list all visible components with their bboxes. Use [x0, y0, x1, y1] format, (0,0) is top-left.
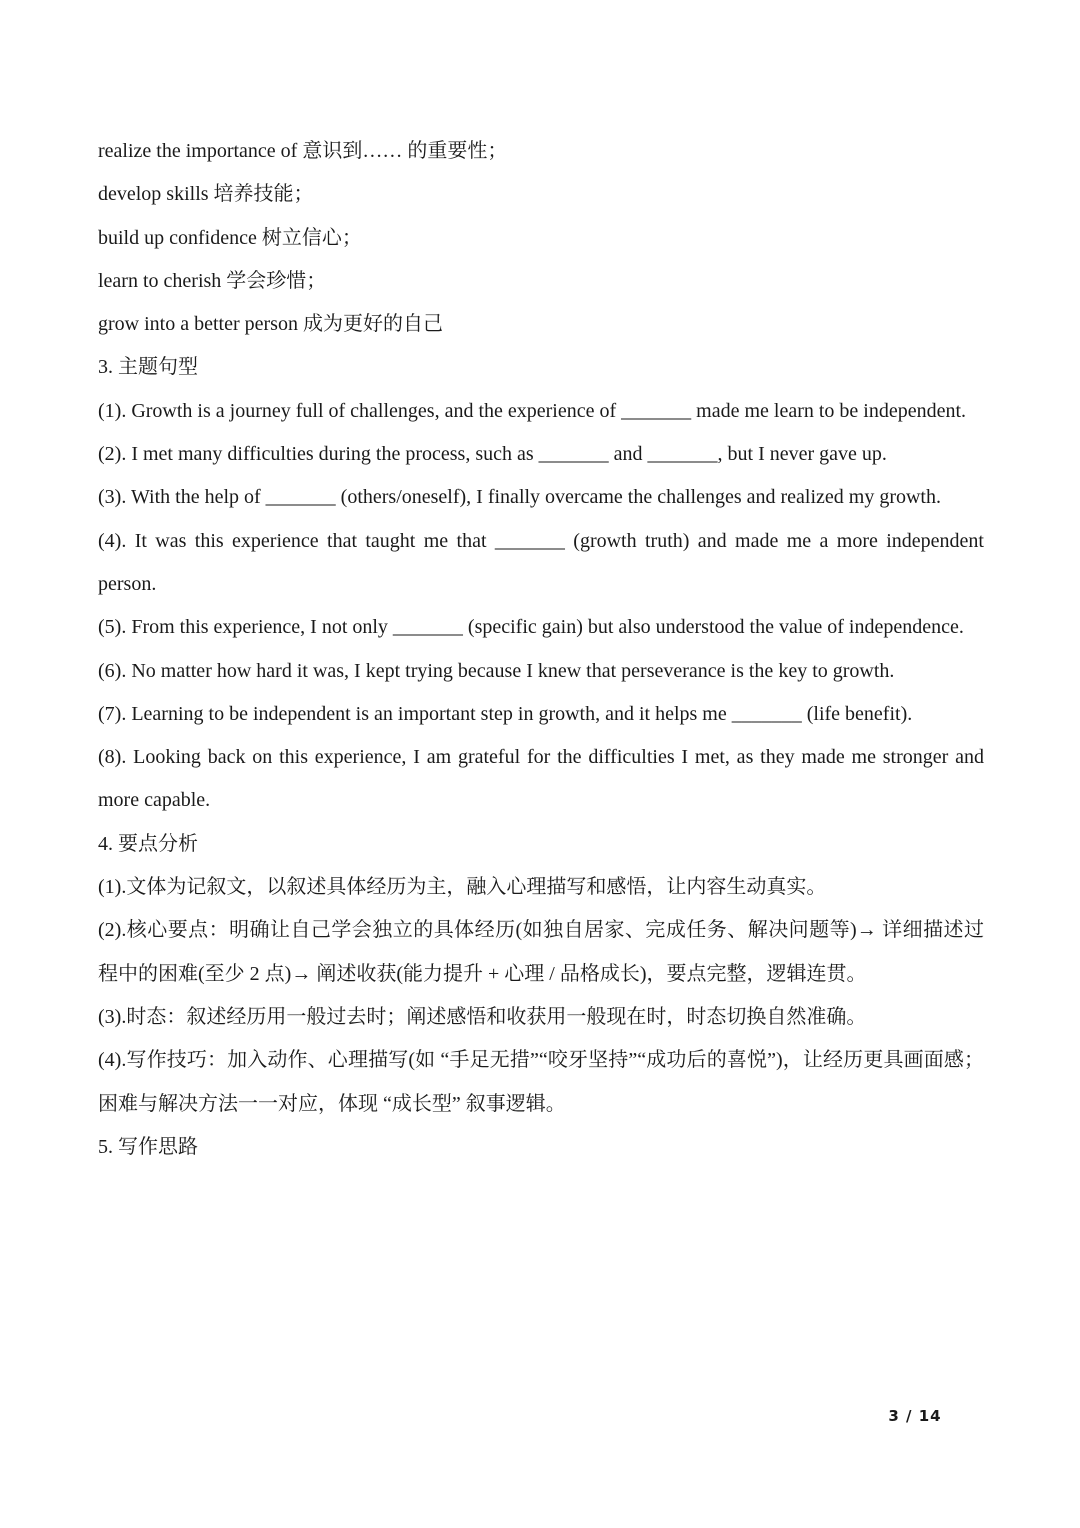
- analysis-point: (2).核心要点：明确让自己学会独立的具体经历(如独自居家、完成任务、解决问题等)→ 详细描述过程中的困难(至少 2 点)→ 阐述收获(能力提升 + 心理 / 品格成长)，要点完整，逻辑连贯。: [98, 919, 984, 985]
- phrase-line: learn to cherish 学会珍惜；: [98, 269, 327, 292]
- theme-sentence: (3). With the help of _______ (others/oneself), I finally overcame the challenges and realized my growth.: [98, 486, 941, 509]
- page-number: 3 / 14: [888, 1407, 942, 1425]
- theme-sentence: (6). No matter how hard it was, I kept trying because I knew that perseverance is the key to growth.: [98, 659, 895, 682]
- analysis-point: (4).写作技巧：加入动作、心理描写(如 “手足无措”“咬牙坚持”“成功后的喜悦”)，让经历更具画面感；困难与解决方法一一对应，体现 “成长型” 叙事逻辑。: [98, 1049, 984, 1115]
- section-5-heading: 5. 写作思路: [98, 1135, 198, 1158]
- theme-sentence: (4). It was this experience that taught me that _______ (growth truth) and made me a more independent person.: [98, 529, 984, 595]
- theme-sentence: (7). Learning to be independent is an important step in growth, and it helps me _______ (life benefit).: [98, 702, 913, 725]
- phrase-line: develop skills 培养技能；: [98, 183, 314, 206]
- section-3-heading: 3. 主题句型: [98, 356, 198, 379]
- analysis-point: (1).文体为记叙文，以叙述具体经历为主，融入心理描写和感悟，让内容生动真实。: [98, 876, 827, 899]
- analysis-point: (3).时态：叙述经历用一般过去时；阐述感悟和收获用一般现在时，时态切换自然准确。: [98, 1005, 867, 1028]
- phrase-line: grow into a better person 成为更好的自己: [98, 313, 443, 336]
- theme-sentence: (5). From this experience, I not only _______ (specific gain) but also understood the value of independence.: [98, 616, 964, 639]
- page-content: [98, 130, 984, 1169]
- section-4-heading: 4. 要点分析: [98, 832, 198, 855]
- theme-sentence: (2). I met many difficulties during the process, such as _______ and _______, but I never gave up.: [98, 443, 887, 466]
- phrase-line: build up confidence 树立信心；: [98, 226, 362, 249]
- phrase-line: realize the importance of 意识到…… 的重要性；: [98, 140, 508, 162]
- theme-sentence: (8). Looking back on this experience, I am grateful for the difficulties I met, as they made me stronger and more capable.: [98, 746, 984, 812]
- theme-sentence: (1). Growth is a journey full of challenges, and the experience of _______ made me learn to be independent.: [98, 399, 967, 422]
